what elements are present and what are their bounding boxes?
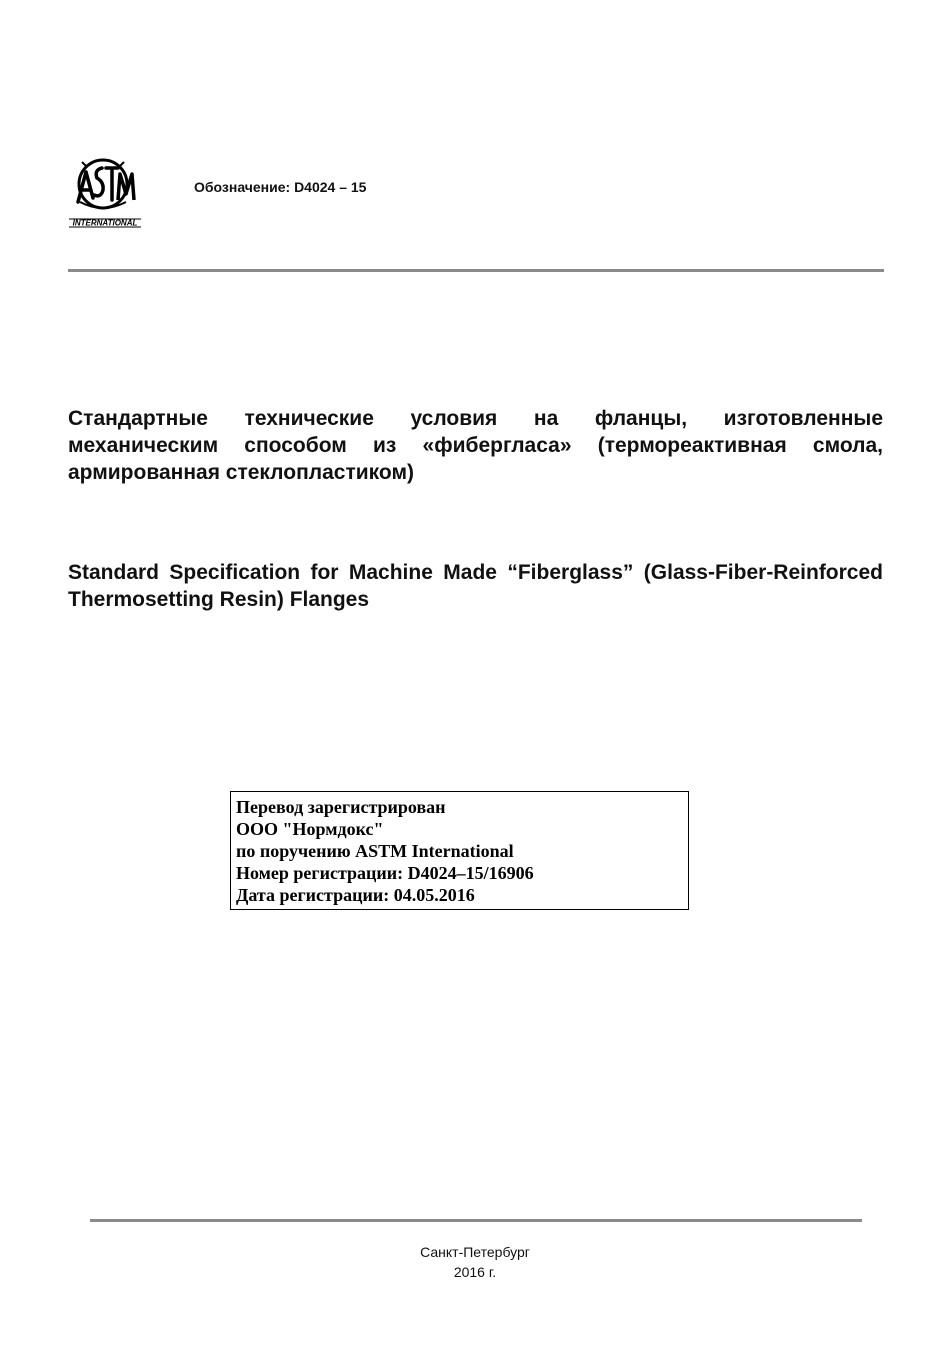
registration-line-3: по поручению ASTM International bbox=[236, 841, 514, 861]
designation-label: Обозначение: D4024 – 15 bbox=[194, 179, 367, 195]
registration-box bbox=[230, 791, 689, 910]
footer-year: 2016 г. bbox=[453, 1264, 497, 1280]
footer bbox=[0, 1242, 950, 1282]
top-divider bbox=[68, 269, 884, 272]
title-english: Standard Specification for Machine Made “Fiberglass” (Glass-Fiber-Reinforced Thermosetting Resin) Flanges bbox=[68, 561, 883, 611]
registration-number: Номер регистрации: D4024–15/16906 bbox=[236, 863, 534, 883]
astm-logo bbox=[66, 158, 144, 228]
bottom-divider bbox=[90, 1219, 862, 1222]
title-russian: Стандартные технические условия на фланцы, изготовленные механическим способом из «фибергласа» (термореактивная смола, армированная стеклопластиком) bbox=[68, 407, 883, 484]
astm-international-logo-icon bbox=[66, 158, 144, 228]
registration-line-2: ООО "Нормдокс" bbox=[236, 819, 384, 839]
logo-wordmark: INTERNATIONAL bbox=[72, 218, 138, 228]
registration-line-1: Перевод зарегистрирован bbox=[236, 797, 446, 817]
registration-date: Дата регистрации: 04.05.2016 bbox=[236, 885, 475, 905]
footer-city: Санкт-Петербург bbox=[420, 1244, 530, 1260]
